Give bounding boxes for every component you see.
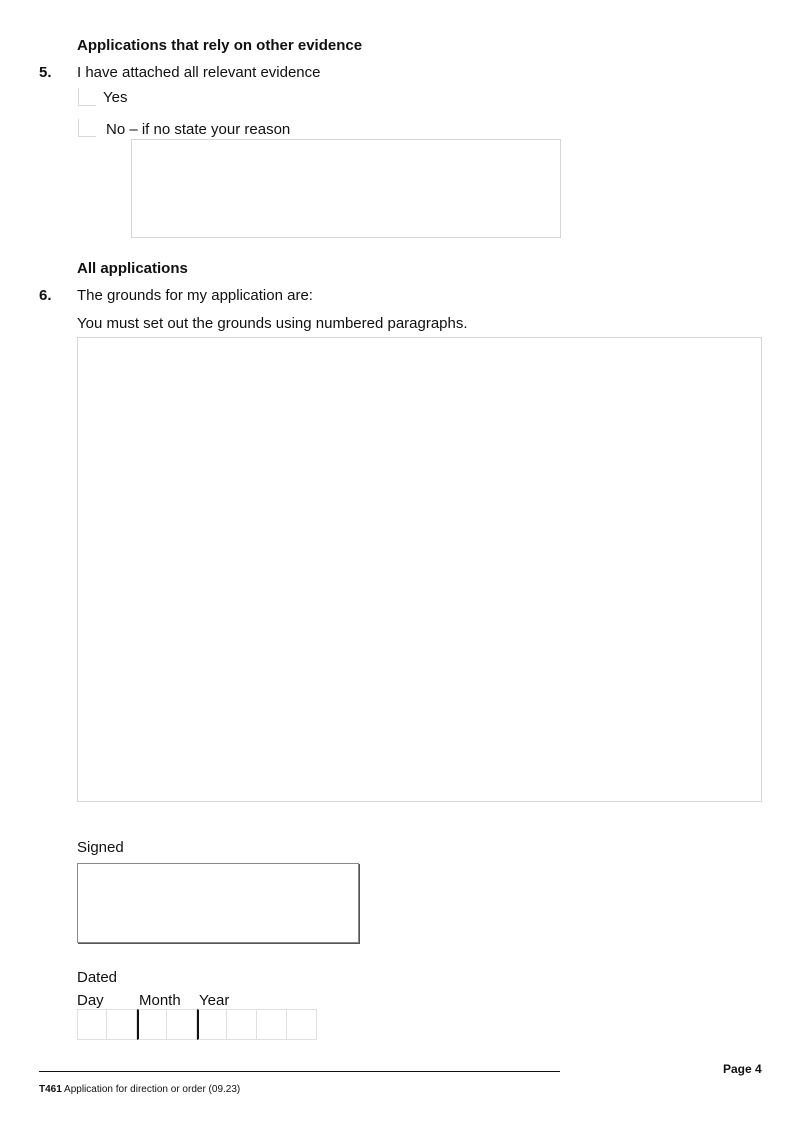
- date-input-row: [77, 1009, 317, 1040]
- section-6-number: 6.: [39, 287, 52, 304]
- section-5-number: 5.: [39, 64, 52, 81]
- form-title: Application for direction or order (09.23): [64, 1084, 241, 1095]
- month-label: Month: [139, 992, 181, 1009]
- section-6-question: The grounds for my application are:: [77, 287, 313, 304]
- year-digit-2[interactable]: [227, 1009, 257, 1040]
- year-digit-3[interactable]: [257, 1009, 287, 1040]
- yes-checkbox[interactable]: [78, 88, 96, 106]
- grounds-text-field[interactable]: [77, 337, 762, 802]
- day-digit-1[interactable]: [77, 1009, 107, 1040]
- footer-divider: [39, 1071, 560, 1072]
- footer-form-info: [39, 1084, 240, 1095]
- year-digit-1[interactable]: [197, 1009, 227, 1040]
- section-5-question: I have attached all relevant evidence: [77, 64, 321, 81]
- dated-label: Dated: [77, 969, 118, 986]
- signature-field[interactable]: [77, 863, 359, 943]
- month-digit-1[interactable]: [137, 1009, 167, 1040]
- signed-label: Signed: [77, 839, 124, 856]
- month-digit-2[interactable]: [167, 1009, 197, 1040]
- form-code: T461: [39, 1084, 62, 1095]
- section-6-heading: All applications: [77, 260, 188, 277]
- page-number: Page 4: [723, 1062, 762, 1076]
- year-label: Year: [199, 992, 230, 1009]
- no-label: No – if no state your reason: [106, 121, 291, 138]
- reason-text-field[interactable]: [131, 139, 561, 238]
- section-5-heading: Applications that rely on other evidence: [77, 37, 363, 54]
- day-label: Day: [77, 992, 104, 1009]
- year-digit-4[interactable]: [287, 1009, 317, 1040]
- day-digit-2[interactable]: [107, 1009, 137, 1040]
- section-6-instruction: You must set out the grounds using numbered paragraphs.: [77, 315, 468, 332]
- yes-label: Yes: [103, 89, 128, 106]
- no-checkbox[interactable]: [78, 119, 96, 137]
